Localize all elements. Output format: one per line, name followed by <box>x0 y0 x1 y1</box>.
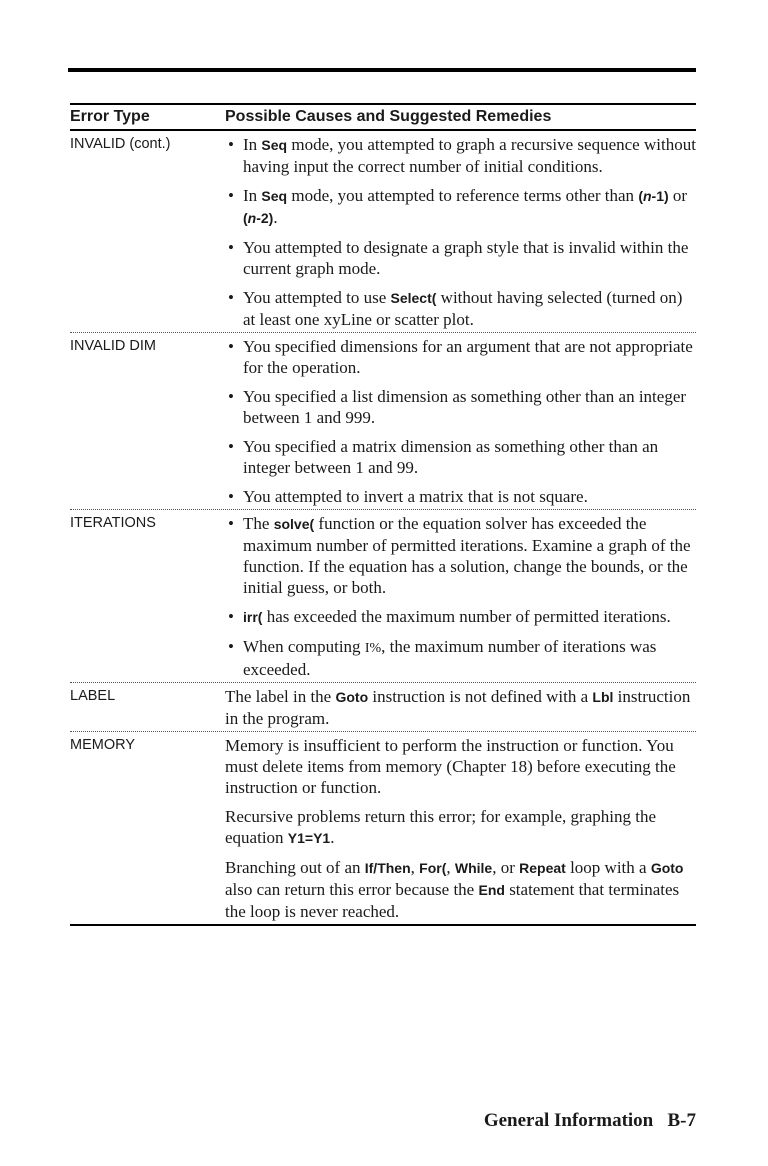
table-row-invalid-dim <box>70 333 696 510</box>
header-error-type: Error Type <box>70 108 150 125</box>
bullet: • <box>228 487 234 506</box>
text: , <box>410 858 420 877</box>
header-causes: Possible Causes and Suggested Remedies <box>225 108 552 125</box>
text: , or <box>492 858 520 877</box>
text: , <box>446 858 455 877</box>
bullet: • <box>228 437 234 456</box>
text: In <box>243 186 262 205</box>
text: statement that terminates the loop is never reached. <box>225 880 680 921</box>
remedies-invalid-dim <box>225 336 696 507</box>
error-type-label: LABEL <box>70 688 116 704</box>
table-row-invalid-cont <box>70 131 696 333</box>
text: The label in the <box>225 687 336 706</box>
list-item <box>225 386 696 428</box>
keyword: n <box>247 210 257 226</box>
error-type-memory: MEMORY <box>70 737 135 753</box>
top-rule <box>68 68 696 72</box>
table-row-iterations <box>70 510 696 683</box>
text: without having selected (turned on) at least one xyLine or scatter plot. <box>243 288 683 329</box>
keyword: irr( <box>243 609 263 625</box>
text: Memory is insufficient to perform the instruction or function. You must delete items from memory (Chapter 18) before executing the instruction or function. <box>225 736 676 797</box>
list-item <box>225 336 696 378</box>
page-number: B-7 <box>667 1110 696 1131</box>
list-item <box>225 237 696 279</box>
remedies-label <box>225 686 696 729</box>
list-item <box>225 185 696 229</box>
keyword: ( <box>243 210 248 226</box>
text: . <box>273 208 278 227</box>
text: also can return this error because the <box>225 880 479 899</box>
paragraph <box>225 806 696 849</box>
text: You specified a list dimension as something other than an integer between 1 and 999. <box>243 387 687 427</box>
text: or <box>668 186 688 205</box>
keyword: I% <box>364 641 382 656</box>
keyword: Seq <box>261 137 288 153</box>
text: You attempted to designate a graph style that is invalid within the current graph mode. <box>243 238 689 278</box>
error-table <box>70 103 696 926</box>
page-footer <box>484 1110 696 1132</box>
error-type-invalid-dim: INVALID DIM <box>70 338 156 354</box>
keyword: Select( <box>390 290 437 306</box>
keyword: ( <box>638 188 643 204</box>
list-item <box>225 513 696 598</box>
text: Branching out of an <box>225 858 365 877</box>
bullet: • <box>228 186 234 205</box>
list-item <box>225 606 696 628</box>
table-header <box>70 103 696 131</box>
keyword: While <box>454 860 493 876</box>
keyword: Y1=Y1 <box>287 830 331 846</box>
remedies-iterations <box>225 513 696 680</box>
text: You specified a matrix dimension as something other than an integer between 1 and 99. <box>243 437 659 477</box>
error-type-invalid-cont: INVALID (cont.) <box>70 136 171 152</box>
text: function or the equation solver has exceeded the maximum number of permitted iterations. Examine a graph of the function. If the equation has a solution, change the bounds, or the initial guess, or both. <box>243 514 691 597</box>
keyword: ‑1) <box>651 188 669 204</box>
keyword: Lbl <box>592 689 614 705</box>
paragraph <box>225 857 696 922</box>
list-item <box>225 636 696 680</box>
table-row-memory <box>70 732 696 926</box>
text: In <box>243 135 262 154</box>
bullet: • <box>228 238 234 257</box>
bullet: • <box>228 135 234 154</box>
keyword: Goto <box>335 689 369 705</box>
bullet: • <box>228 637 234 656</box>
keyword: Seq <box>261 188 288 204</box>
table-row-label <box>70 683 696 732</box>
bullet: • <box>228 607 234 626</box>
keyword: For( <box>419 860 447 876</box>
text: The <box>243 514 274 533</box>
error-type-iterations: ITERATIONS <box>70 515 156 531</box>
bullet: • <box>228 337 234 356</box>
text: You attempted to use <box>243 288 391 307</box>
keyword: ‑2) <box>256 210 274 226</box>
bullet: • <box>228 514 234 533</box>
text: mode, you attempted to graph a recursive sequence without having input the correct number of initial conditions. <box>243 135 696 176</box>
list-item <box>225 486 696 507</box>
bullet: • <box>228 387 234 406</box>
list-item <box>225 436 696 478</box>
text: instruction in the program. <box>225 687 691 728</box>
bullet: • <box>228 288 234 307</box>
remedies-invalid-cont <box>225 134 696 330</box>
keyword: If/Then <box>364 860 411 876</box>
text: instruction is not defined with a <box>368 687 593 706</box>
keyword: n <box>642 188 652 204</box>
text: When computing <box>243 637 365 656</box>
remedies-memory <box>225 735 696 922</box>
text: . <box>330 828 335 847</box>
text: loop with a <box>565 858 651 877</box>
text: Recursive problems return this error; for example, graphing the equation <box>225 807 657 847</box>
paragraph <box>225 735 696 798</box>
paragraph <box>225 686 696 729</box>
text: You attempted to invert a matrix that is not square. <box>243 487 588 506</box>
list-item <box>225 287 696 330</box>
text: has exceeded the maximum number of permitted iterations. <box>262 607 671 626</box>
keyword: Repeat <box>519 860 566 876</box>
keyword: solve( <box>273 516 315 532</box>
keyword: End <box>478 882 505 898</box>
text: mode, you attempted to reference terms other than <box>287 186 639 205</box>
text: You specified dimensions for an argument that are not appropriate for the operation. <box>243 337 693 377</box>
list-item <box>225 134 696 177</box>
keyword: Goto <box>650 860 684 876</box>
text: , the maximum number of iterations was exceeded. <box>243 637 657 679</box>
section-title: General Information <box>483 1110 654 1131</box>
